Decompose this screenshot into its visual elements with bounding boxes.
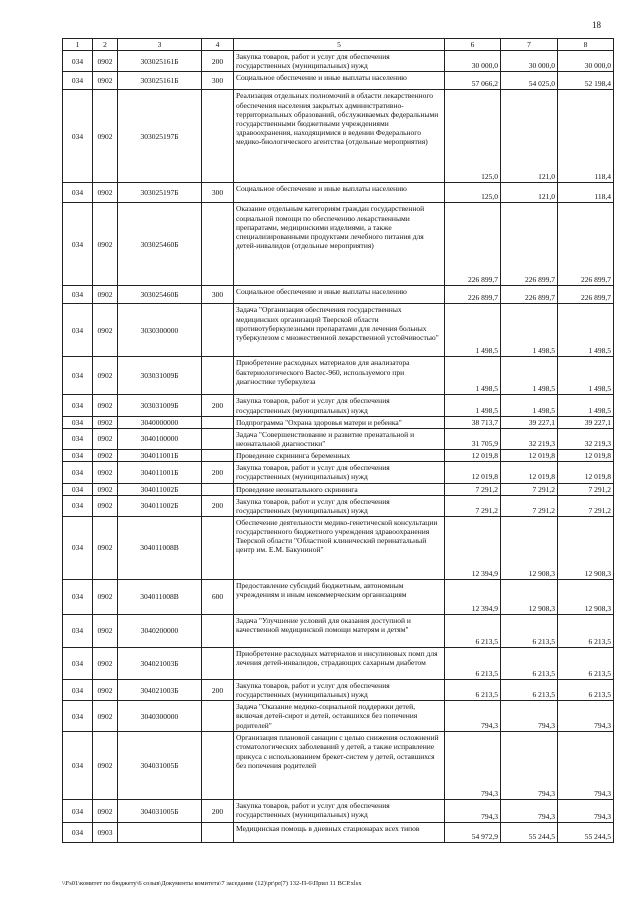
row-section-code: 0903 [93, 823, 118, 843]
row-description: Закупка товаров, работ и услуг для обеспечения государственных (муниципальных) нужд [234, 679, 445, 700]
row-target-code: 3040100000 [118, 428, 202, 449]
row-amount-2019: 12 394,9 [445, 516, 501, 579]
row-amount-2021: 12 908,3 [558, 579, 614, 614]
row-admin-code: 034 [63, 732, 93, 800]
row-description: Социальное обеспечение и иные выплаты населению [234, 183, 445, 203]
row-description: Организация плановой санации с целью снижения осложнений стоматологических заболеваний у детей, а также исправление прикуса с использованием брекет-систем у детей, оставшихся без попечения родителей [234, 732, 445, 800]
row-expense-type [202, 614, 234, 647]
row-amount-2021: 118,4 [558, 90, 614, 183]
row-amount-2020: 226 899,7 [501, 286, 558, 304]
row-amount-2020: 54 025,0 [501, 72, 558, 90]
row-amount-2021: 55 244,5 [558, 823, 614, 843]
row-target-code: 3040300000 [118, 701, 202, 732]
row-amount-2021: 12 019,8 [558, 450, 614, 462]
row-section-code: 0902 [93, 90, 118, 183]
row-amount-2020: 6 213,5 [501, 614, 558, 647]
row-target-code: 304031005Б [118, 800, 202, 823]
row-target-code: 304011001Б [118, 450, 202, 462]
row-expense-type [202, 428, 234, 449]
row-amount-2019: 794,3 [445, 732, 501, 800]
row-description: Задача "Улучшение условий для оказания доступной и качественной медицинской помощи матерям и детям" [234, 614, 445, 647]
table-row [63, 732, 614, 800]
row-amount-2019: 7 291,2 [445, 483, 501, 495]
row-amount-2021: 1 498,5 [558, 395, 614, 416]
row-target-code [118, 823, 202, 843]
row-amount-2019: 12 019,8 [445, 450, 501, 462]
table-row [63, 304, 614, 357]
row-amount-2020: 226 899,7 [501, 203, 558, 286]
row-amount-2020: 30 000,0 [501, 51, 558, 72]
row-expense-type: 300 [202, 286, 234, 304]
row-amount-2021: 6 213,5 [558, 679, 614, 700]
row-amount-2021: 12 019,8 [558, 462, 614, 483]
row-target-code: 3030300000 [118, 304, 202, 357]
row-description: Подпрограмма "Охрана здоровья матери и ребенка" [234, 416, 445, 428]
table-row [63, 679, 614, 700]
row-amount-2021: 32 219,3 [558, 428, 614, 449]
row-amount-2020: 121,0 [501, 90, 558, 183]
row-description: Социальное обеспечение и иные выплаты населению [234, 286, 445, 304]
table-row [63, 357, 614, 395]
row-section-code: 0902 [93, 72, 118, 90]
table-row [63, 416, 614, 428]
row-expense-type: 200 [202, 395, 234, 416]
row-section-code: 0902 [93, 732, 118, 800]
table-row [63, 823, 614, 843]
row-amount-2019: 6 213,5 [445, 614, 501, 647]
row-admin-code: 034 [63, 428, 93, 449]
row-section-code: 0902 [93, 395, 118, 416]
row-amount-2021: 226 899,7 [558, 286, 614, 304]
row-target-code: 3040200000 [118, 614, 202, 647]
row-section-code: 0902 [93, 679, 118, 700]
row-amount-2019: 226 899,7 [445, 203, 501, 286]
row-expense-type: 300 [202, 72, 234, 90]
row-amount-2019: 794,3 [445, 701, 501, 732]
row-admin-code: 034 [63, 701, 93, 732]
row-target-code: 303025161Б [118, 72, 202, 90]
row-amount-2021: 794,3 [558, 732, 614, 800]
row-section-code: 0902 [93, 357, 118, 395]
row-amount-2021: 794,3 [558, 701, 614, 732]
row-amount-2019: 125,0 [445, 90, 501, 183]
row-amount-2019: 125,0 [445, 183, 501, 203]
table-row [63, 203, 614, 286]
row-description: Закупка товаров, работ и услуг для обеспечения государственных (муниципальных) нужд [234, 51, 445, 72]
row-admin-code: 034 [63, 647, 93, 679]
column-header: 4 [202, 39, 234, 51]
row-amount-2021: 226 899,7 [558, 203, 614, 286]
row-amount-2020: 6 213,5 [501, 647, 558, 679]
column-header: 1 [63, 39, 93, 51]
row-description: Медицинская помощь в дневных стационарах всех типов [234, 823, 445, 843]
row-amount-2021: 794,3 [558, 800, 614, 823]
row-section-code: 0902 [93, 203, 118, 286]
row-admin-code: 034 [63, 72, 93, 90]
row-admin-code: 034 [63, 579, 93, 614]
row-admin-code: 034 [63, 395, 93, 416]
row-amount-2020: 39 227,1 [501, 416, 558, 428]
row-expense-type [202, 203, 234, 286]
row-target-code: 304021003Б [118, 679, 202, 700]
table-row [63, 428, 614, 449]
table-row [63, 800, 614, 823]
row-amount-2020: 12 908,3 [501, 516, 558, 579]
row-description: Проведение скрининга беременных [234, 450, 445, 462]
row-amount-2021: 118,4 [558, 183, 614, 203]
budget-table [62, 38, 614, 843]
table-row [63, 395, 614, 416]
row-expense-type: 200 [202, 679, 234, 700]
row-admin-code: 034 [63, 614, 93, 647]
row-amount-2020: 12 908,3 [501, 579, 558, 614]
row-amount-2019: 7 291,2 [445, 495, 501, 516]
row-target-code: 304011002Б [118, 495, 202, 516]
row-section-code: 0902 [93, 286, 118, 304]
row-expense-type: 200 [202, 51, 234, 72]
row-target-code: 303025197Б [118, 183, 202, 203]
row-admin-code: 034 [63, 90, 93, 183]
column-header: 3 [118, 39, 202, 51]
row-section-code: 0902 [93, 701, 118, 732]
table-row [63, 450, 614, 462]
row-admin-code: 034 [63, 286, 93, 304]
row-section-code: 0902 [93, 304, 118, 357]
row-section-code: 0902 [93, 800, 118, 823]
row-section-code: 0902 [93, 51, 118, 72]
column-header: 2 [93, 39, 118, 51]
table-row [63, 483, 614, 495]
row-amount-2020: 121,0 [501, 183, 558, 203]
row-expense-type [202, 516, 234, 579]
table-body [63, 51, 614, 843]
row-description: Реализация отдельных полномочий в области лекарственного обеспечения населения закрытых административно-территориальных образований, обслуживаемых федеральными государственными бюджетными учреждениями здравоохранения, находящимися в ведении Федерального медико-биологического агентства (отдельные мероприятия) [234, 90, 445, 183]
row-amount-2019: 12 019,8 [445, 462, 501, 483]
table-row [63, 286, 614, 304]
row-expense-type: 600 [202, 579, 234, 614]
row-section-code: 0902 [93, 483, 118, 495]
row-section-code: 0902 [93, 183, 118, 203]
row-amount-2020: 7 291,2 [501, 483, 558, 495]
row-section-code: 0902 [93, 450, 118, 462]
row-admin-code: 034 [63, 462, 93, 483]
table-row [63, 495, 614, 516]
row-description: Проведение неонатального скрининга [234, 483, 445, 495]
table-row [63, 516, 614, 579]
row-description: Закупка товаров, работ и услуг для обеспечения государственных (муниципальных) нужд [234, 800, 445, 823]
row-amount-2021: 12 908,3 [558, 516, 614, 579]
row-admin-code: 034 [63, 823, 93, 843]
row-target-code: 304011002Б [118, 483, 202, 495]
row-amount-2021: 52 198,4 [558, 72, 614, 90]
row-target-code: 3040000000 [118, 416, 202, 428]
row-section-code: 0902 [93, 516, 118, 579]
row-description: Оказание отдельным категориям граждан государственной социальной помощи по обеспечению лекарственными препаратами, медицинскими изделиями, а также специализированными продуктами лечебного питания для детей-инвалидов (отдельные мероприятия) [234, 203, 445, 286]
row-amount-2020: 1 498,5 [501, 395, 558, 416]
row-description: Приобретение расходных материалов и инсулиновых помп для лечения детей-инвалидов, страдающих сахарным диабетом [234, 647, 445, 679]
row-admin-code: 034 [63, 416, 93, 428]
row-target-code: 303025161Б [118, 51, 202, 72]
row-amount-2020: 794,3 [501, 800, 558, 823]
table-row [63, 701, 614, 732]
row-amount-2020: 32 219,3 [501, 428, 558, 449]
row-expense-type [202, 823, 234, 843]
row-target-code: 303025197Б [118, 90, 202, 183]
row-section-code: 0902 [93, 495, 118, 516]
row-expense-type [202, 732, 234, 800]
row-admin-code: 034 [63, 304, 93, 357]
row-amount-2021: 30 000,0 [558, 51, 614, 72]
row-target-code: 304021003Б [118, 647, 202, 679]
row-section-code: 0902 [93, 428, 118, 449]
row-amount-2019: 226 899,7 [445, 286, 501, 304]
row-amount-2020: 1 498,5 [501, 304, 558, 357]
row-amount-2020: 12 019,8 [501, 462, 558, 483]
table-row [63, 183, 614, 203]
row-expense-type [202, 90, 234, 183]
row-expense-type [202, 450, 234, 462]
row-amount-2019: 1 498,5 [445, 395, 501, 416]
row-description: Закупка товаров, работ и услуг для обеспечения государственных (муниципальных) нужд [234, 462, 445, 483]
row-target-code: 304011008В [118, 579, 202, 614]
row-admin-code: 034 [63, 516, 93, 579]
row-amount-2019: 31 705,9 [445, 428, 501, 449]
row-description: Задача "Организация обеспечения государственных медицинских организаций Тверской области противотуберкулезными препаратами для лечения больных туберкулезом с множественной лекарственной устойчивостью" [234, 304, 445, 357]
table-row [63, 647, 614, 679]
row-section-code: 0902 [93, 462, 118, 483]
row-amount-2020: 55 244,5 [501, 823, 558, 843]
table-row [63, 462, 614, 483]
column-header: 5 [234, 39, 445, 51]
row-admin-code: 034 [63, 495, 93, 516]
row-amount-2020: 1 498,5 [501, 357, 558, 395]
page-number: 18 [592, 20, 601, 30]
row-amount-2020: 6 213,5 [501, 679, 558, 700]
row-expense-type [202, 483, 234, 495]
row-amount-2021: 6 213,5 [558, 614, 614, 647]
row-admin-code: 034 [63, 183, 93, 203]
footer-file-path: \\Fs01\комитет по бюджету\6 созыв\Документы комитета\7 заседание (12)\pr\pr(7) 132-П-6\Прил 11 ВСР.xlsx [62, 880, 362, 887]
column-header: 6 [445, 39, 501, 51]
row-expense-type: 200 [202, 800, 234, 823]
row-amount-2019: 794,3 [445, 800, 501, 823]
table-row [63, 90, 614, 183]
row-description: Социальное обеспечение и иные выплаты населению [234, 72, 445, 90]
row-expense-type [202, 357, 234, 395]
row-amount-2021: 6 213,5 [558, 647, 614, 679]
row-section-code: 0902 [93, 416, 118, 428]
row-expense-type [202, 647, 234, 679]
row-target-code: 304011008В [118, 516, 202, 579]
row-expense-type: 200 [202, 495, 234, 516]
table-row [63, 579, 614, 614]
row-expense-type: 200 [202, 462, 234, 483]
row-section-code: 0902 [93, 614, 118, 647]
row-expense-type [202, 701, 234, 732]
row-amount-2020: 794,3 [501, 732, 558, 800]
row-amount-2019: 12 394,9 [445, 579, 501, 614]
table-row [63, 614, 614, 647]
row-expense-type: 300 [202, 183, 234, 203]
table-header-row [63, 39, 614, 51]
row-target-code: 304031005Б [118, 732, 202, 800]
row-description: Предоставление субсидий бюджетным, автономным учреждениям и иным некоммерческим организациям [234, 579, 445, 614]
row-amount-2020: 794,3 [501, 701, 558, 732]
row-description: Закупка товаров, работ и услуг для обеспечения государственных (муниципальных) нужд [234, 495, 445, 516]
column-header: 8 [558, 39, 614, 51]
row-description: Приобретение расходных материалов для анализатора бактериологического Bactec-960, используемого при диагностике туберкулеза [234, 357, 445, 395]
row-description: Обеспечение деятельности медико-генетической консультации государственного бюджетного учреждения здравоохранения Тверской области "Областной клинический перинатальный центр им. Е.М. Бакуниной" [234, 516, 445, 579]
row-amount-2021: 39 227,1 [558, 416, 614, 428]
row-admin-code: 034 [63, 679, 93, 700]
row-amount-2019: 54 972,9 [445, 823, 501, 843]
row-section-code: 0902 [93, 579, 118, 614]
row-target-code: 303025460Б [118, 286, 202, 304]
row-expense-type [202, 416, 234, 428]
row-target-code: 303031009Б [118, 357, 202, 395]
table-row [63, 72, 614, 90]
row-description: Закупка товаров, работ и услуг для обеспечения государственных (муниципальных) нужд [234, 395, 445, 416]
row-amount-2020: 12 019,8 [501, 450, 558, 462]
row-amount-2019: 1 498,5 [445, 304, 501, 357]
row-target-code: 304011001Б [118, 462, 202, 483]
row-description: Задача "Совершенствование и развитие пренатальной и неонатальной диагностики" [234, 428, 445, 449]
row-amount-2019: 30 000,0 [445, 51, 501, 72]
table-row [63, 51, 614, 72]
row-expense-type [202, 304, 234, 357]
row-amount-2019: 57 066,2 [445, 72, 501, 90]
row-amount-2019: 6 213,5 [445, 679, 501, 700]
row-target-code: 303025460Б [118, 203, 202, 286]
row-admin-code: 034 [63, 800, 93, 823]
row-amount-2021: 1 498,5 [558, 304, 614, 357]
row-amount-2019: 1 498,5 [445, 357, 501, 395]
row-description: Задача "Оказание медико-социальной поддержки детей, включая детей-сирот и детей, оставшихся без попечения родителей" [234, 701, 445, 732]
row-admin-code: 034 [63, 51, 93, 72]
row-amount-2021: 1 498,5 [558, 357, 614, 395]
row-amount-2019: 6 213,5 [445, 647, 501, 679]
row-admin-code: 034 [63, 357, 93, 395]
row-amount-2021: 7 291,2 [558, 483, 614, 495]
row-admin-code: 034 [63, 203, 93, 286]
row-amount-2019: 38 713,7 [445, 416, 501, 428]
row-admin-code: 034 [63, 483, 93, 495]
row-target-code: 303031009Б [118, 395, 202, 416]
row-amount-2020: 7 291,2 [501, 495, 558, 516]
row-amount-2021: 7 291,2 [558, 495, 614, 516]
row-section-code: 0902 [93, 647, 118, 679]
column-header: 7 [501, 39, 558, 51]
row-admin-code: 034 [63, 450, 93, 462]
